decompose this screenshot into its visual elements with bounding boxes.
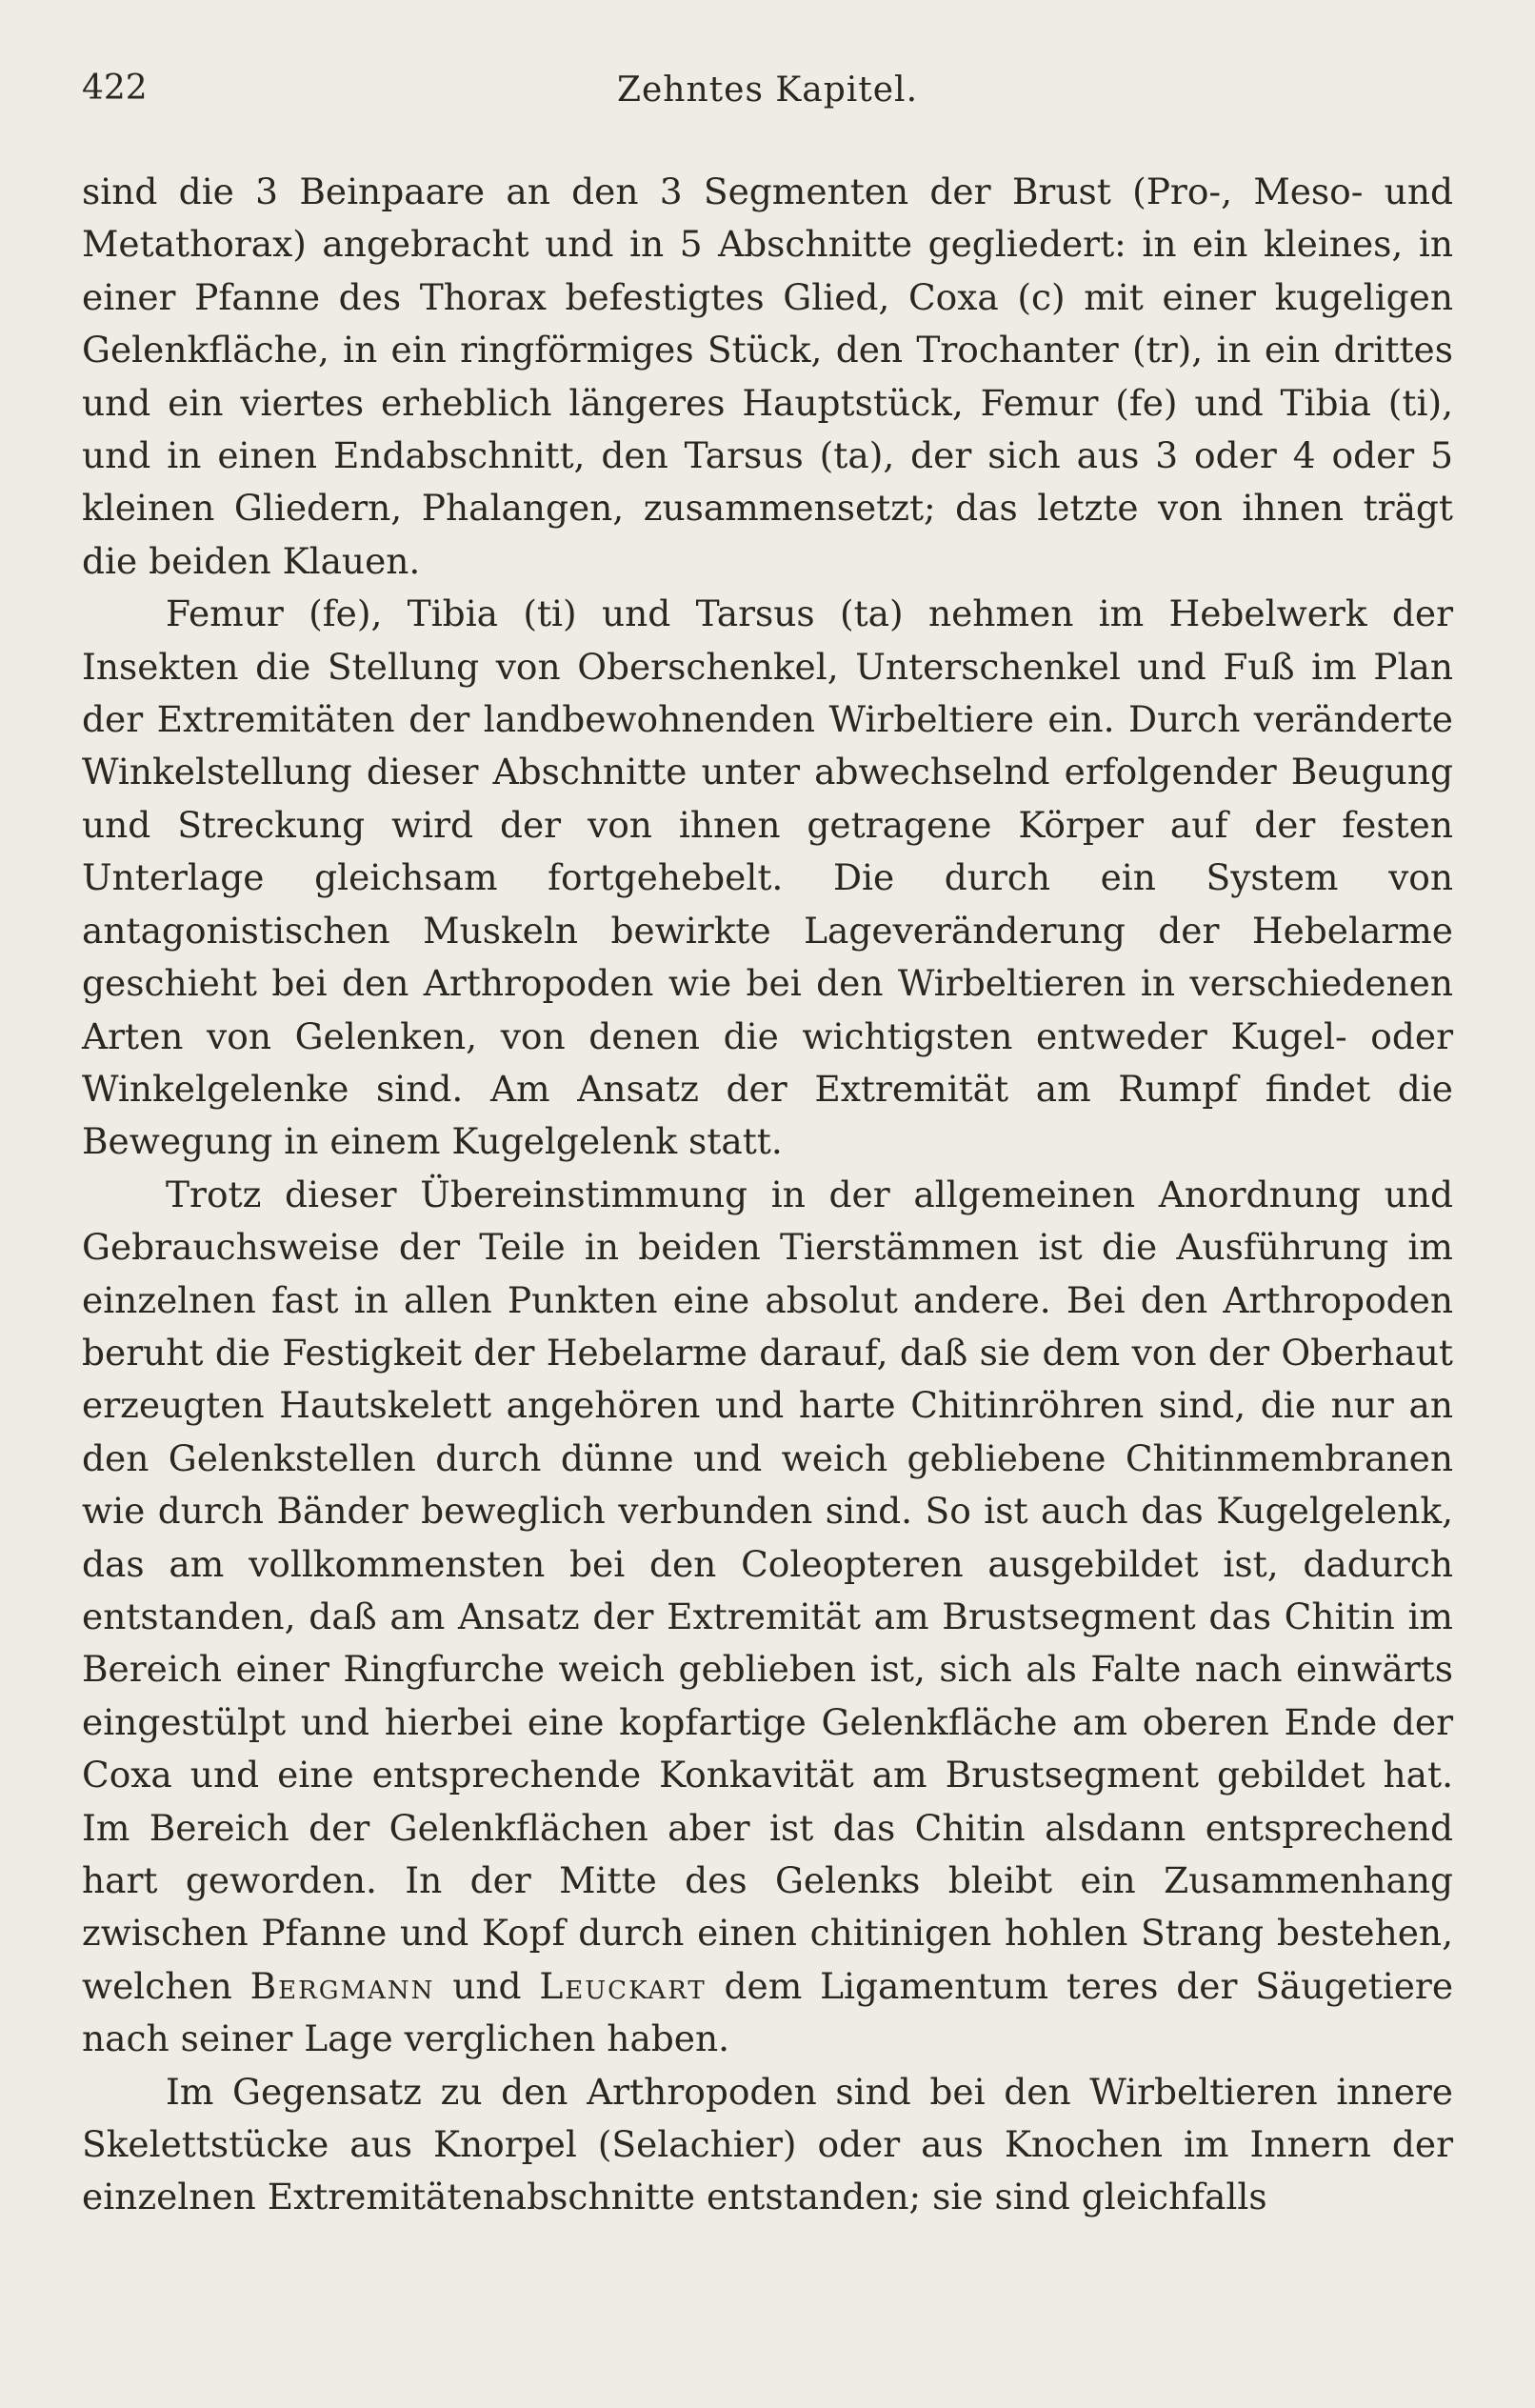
running-head: Zehntes Kapitel. xyxy=(616,70,919,110)
paragraph-2: Femur (fe), Tibia (ti) und Tarsus (ta) nehmen im Hebelwerk der Insekten die Stellung von Oberschenkel, Unterschenkel und Fuß im Plan der Extremitäten der landbewohnenden Wirbeltiere ein. Durch veränderte Winkelstellung dieser Abschnitte unter abwechselnd erfolgender Beugung und Streckung wird der von ihnen getragene Körper auf der festen Unterlage gleichsam fortgehebelt. Die durch ein System von antagonistischen Muskeln bewirkte Lageveränderung der Hebelarme geschieht bei den Arthropoden wie bei den Wirbeltieren in verschiedenen Arten von Gelenken, von denen die wichtigsten entweder Kugel- oder Winkelgelenke sind. Am Ansatz der Extremität am Rumpf findet die Bewegung in einem Kugelgelenk statt. xyxy=(82,592,1453,1163)
page-header xyxy=(82,69,1453,122)
paragraph-3-text: Trotz dieser Übereinstimmung in der allgemeinen Anordnung und Gebrauchsweise der Teile in beiden Tierstämmen ist die Ausführung im einzelnen fast in allen Punkten eine absolut andere. Bei den Arthropoden beruht die Festigkeit der Hebelarme darauf, daß sie dem von der Oberhaut erzeugten Hautskelett angehören und harte Chitinröhren sind, die nur an den Gelenkstellen durch dünne und weich gebliebene Chitinmembranen wie durch Bänder beweglich verbunden sind. So ist auch das Kugelgelenk, das am vollkommensten bei den Coleopteren ausgebildet ist, dadurch entstanden, daß am Ansatz der Extremität am Brustsegment das Chitin im Bereich einer Ringfurche weich geblieben ist, sich als Falte nach einwärts eingestülpt und hierbei eine kopfartige Gelenkfläche am oberen Ende der Coxa und eine entsprechende Konkavität am Brustsegment gebildet hat. Im Bereich der Gelenkflächen aber ist das Chitin alsdann entsprechend hart geworden. In der Mitte des Gelenks bleibt ein Zusammenhang zwischen Pfanne und Kopf durch einen chitinigen hohlen Strang bestehen, welchen xyxy=(82,1173,1453,2007)
paragraph-3-text-2: und xyxy=(452,1964,522,2007)
page-number: 422 xyxy=(82,69,148,108)
author-name-bergmann: Bergmann xyxy=(249,1964,435,2007)
author-name-leuckart: Leuckart xyxy=(539,1964,707,2007)
paragraph-3 xyxy=(82,1169,1453,2066)
paragraph-4: Im Gegensatz zu den Arthropoden sind bei den Wirbeltieren innere Skelettstücke aus Knorpel (Selachier) oder aus Knochen im Innern der einzelnen Extremitätenabschnitte entstanden; sie sind gleichfalls xyxy=(82,2070,1453,2218)
body-text xyxy=(82,166,1453,2224)
paragraph-3-text-3: dem Ligamentum teres der Säugetiere nach seiner Lage verglichen haben. xyxy=(82,1964,1454,2060)
paragraph-1: sind die 3 Beinpaare an den 3 Segmenten der Brust (Pro-, Meso- und Metathorax) angebracht und in 5 Abschnitte gegliedert: in ein kleines, in einer Pfanne des Thorax befestigtes Glied, Coxa (c) mit einer kugeligen Gelenkfläche, in ein ringförmiges Stück, den Trochanter (tr), in ein drittes und ein viertes erheblich längeres Hauptstück, Femur (fe) und Tibia (ti), und in einen Endabschnitt, den Tarsus (ta), der sich aus 3 oder 4 oder 5 kleinen Gliedern, Phalangen, zusammensetzt; das letzte von ihnen trägt die beiden Klauen. xyxy=(82,171,1453,582)
